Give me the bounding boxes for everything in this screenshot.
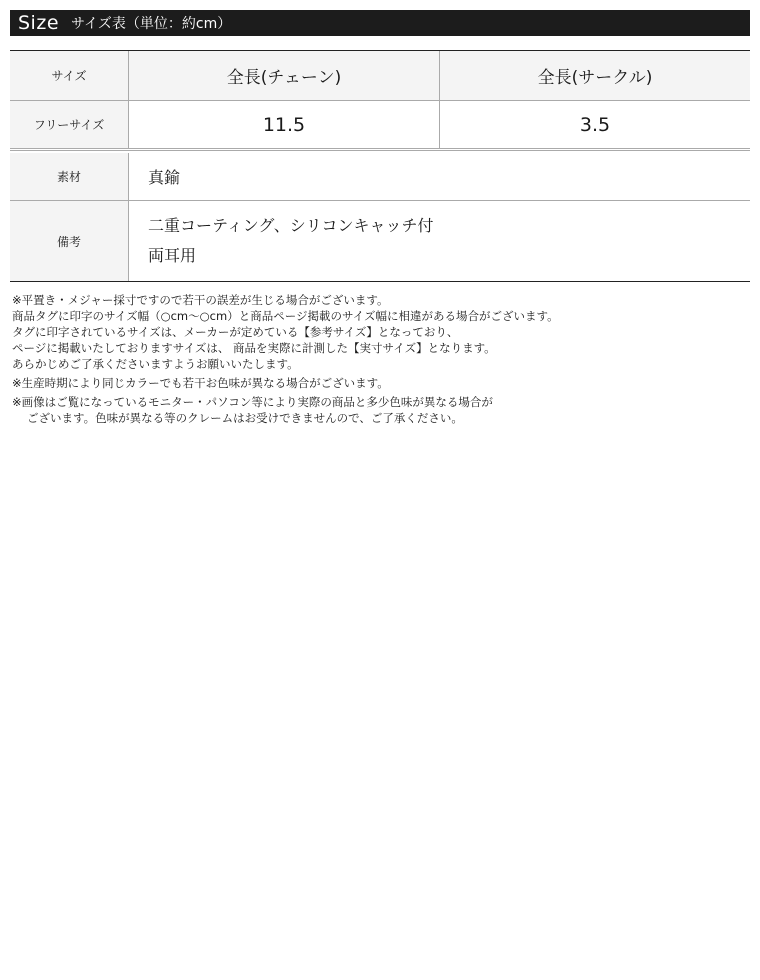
header-title-jp: サイズ表（単位：約cm） bbox=[71, 16, 232, 32]
size-name-cell: フリーサイズ bbox=[10, 101, 129, 148]
notes-value bbox=[129, 201, 750, 281]
remark-line: 商品タグに印字のサイズ幅（○cm～○cm）と商品ページ掲載のサイズ幅に相違がある場合がございます。 bbox=[12, 309, 559, 323]
notes-line: 二重コーティング、シリコンキャッチ付 bbox=[148, 216, 434, 235]
chain-length-value: 11.5 bbox=[262, 113, 306, 136]
size-table bbox=[10, 50, 750, 151]
remark-line: ※平置き・メジャー採寸ですので若干の誤差が生じる場合がございます。 bbox=[12, 293, 389, 307]
remark-line: タグに印字されているサイズは、メーカーが定めている【参考サイズ】となっており、 bbox=[12, 325, 459, 339]
chain-length-header: 全長(チェーン) bbox=[129, 51, 439, 100]
remarks-block bbox=[12, 292, 748, 426]
size-column-header: サイズ bbox=[10, 51, 129, 100]
material-value bbox=[129, 153, 750, 200]
detail-table bbox=[10, 153, 750, 282]
table-row bbox=[10, 101, 750, 151]
remark-line: ※画像はご覧になっているモニター・パソコン等により実際の商品と多少色味が異なる場合が bbox=[12, 395, 493, 409]
notes-line: 両耳用 bbox=[148, 246, 197, 265]
material-row bbox=[10, 153, 750, 201]
material-text: 真鍮 bbox=[148, 168, 181, 187]
header-title-en: Size bbox=[18, 12, 60, 34]
notes-label: 備考 bbox=[10, 201, 129, 281]
size-header-bar bbox=[10, 10, 750, 36]
circle-length-header: 全長(サークル) bbox=[439, 51, 750, 100]
size-table-header-row bbox=[10, 51, 750, 101]
remark-line: あらかじめご了承くださいますようお願いいたします。 bbox=[12, 357, 299, 371]
notes-row bbox=[10, 201, 750, 281]
remark-line: ※生産時期により同じカラーでも若干お色味が異なる場合がございます。 bbox=[12, 376, 389, 390]
remark-line: ページに掲載いたしておりますサイズは、 商品を実際に計測した【実寸サイズ】となります。 bbox=[12, 341, 496, 355]
material-label: 素材 bbox=[10, 153, 129, 200]
remark-line: ございます。色味が異なる等のクレームはお受けできませんので、ご了承ください。 bbox=[27, 411, 463, 425]
circle-length-value: 3.5 bbox=[439, 101, 750, 148]
